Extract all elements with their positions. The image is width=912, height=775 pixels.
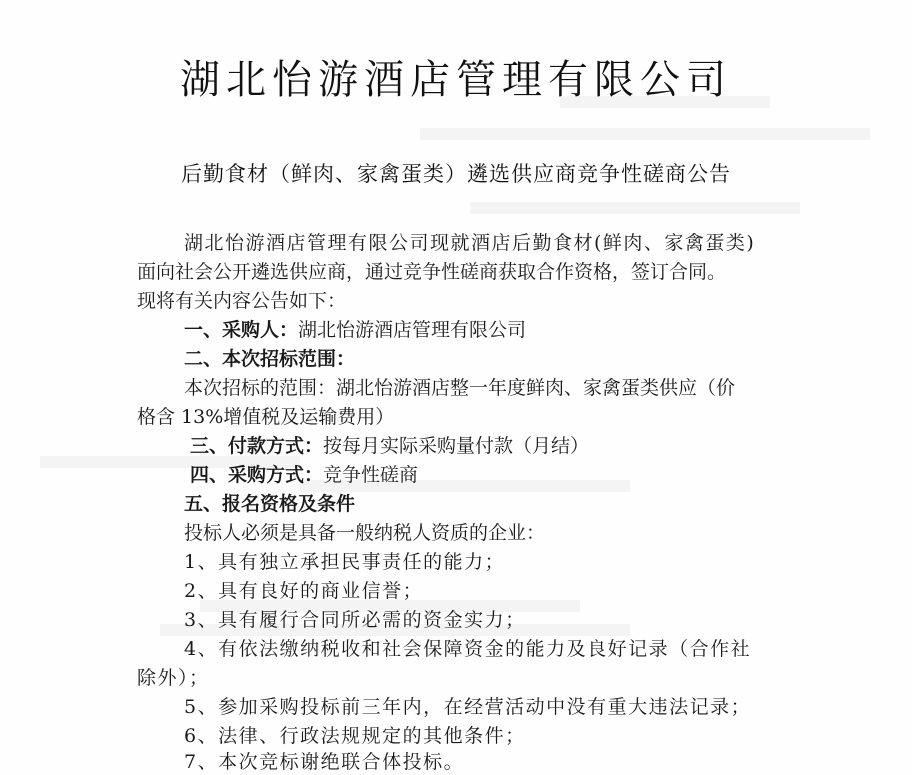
- section-heading: 四、采购方式：: [190, 464, 324, 486]
- purchaser-value: 湖北怡游酒店管理有限公司: [298, 319, 527, 341]
- bleed-through-mark: [420, 128, 870, 140]
- scope-line: 格含 13%增值税及运输费用）: [137, 406, 395, 428]
- company-title: 湖北怡游酒店管理有限公司: [180, 57, 732, 103]
- scope-line: 本次招标的范围：湖北怡游酒店整一年度鲜肉、家禽蛋类供应（价: [184, 377, 736, 399]
- section-heading: 五、报名资格及条件: [184, 493, 356, 515]
- requirement-item: 1、具有独立承担民事责任的能力；: [184, 551, 506, 573]
- section-heading: 二、本次招标范围：: [184, 348, 356, 370]
- section-heading: 一、采购人：: [184, 319, 299, 341]
- requirement-item: 3、具有履行合同所必需的资金实力；: [184, 609, 526, 631]
- intro-line: 湖北怡游酒店管理有限公司现就酒店后勤食材(鲜肉、家禽蛋类): [184, 232, 756, 254]
- requirement-item: 除外）；: [137, 667, 210, 689]
- section-payment: [190, 434, 589, 458]
- requirement-item: 7、本次竞标谢绝联合体投标。: [184, 751, 465, 773]
- section-purchaser: [184, 318, 526, 342]
- requirement-item: 6、法律、行政法规规定的其他条件；: [184, 725, 526, 747]
- qualification-intro: 投标人必须是具备一般纳税人资质的企业：: [184, 522, 546, 544]
- requirement-item: 4、有依法缴纳税收和社会保障资金的能力及良好记录（合作社: [184, 638, 752, 660]
- payment-value: 按每月实际采购量付款（月结）: [323, 435, 590, 457]
- requirement-item: 5、参加采购投标前三年内，在经营活动中没有重大违法记录；: [184, 696, 752, 718]
- method-value: 竞争性磋商: [323, 464, 419, 486]
- bleed-through-mark: [470, 202, 800, 214]
- announcement-subtitle: 后勤食材（鲜肉、家禽蛋类）遴选供应商竞争性磋商公告: [181, 162, 731, 186]
- section-heading: 三、付款方式：: [190, 435, 324, 457]
- intro-line: 面向社会公开遴选供应商，通过竞争性磋商获取合作资格，签订合同。: [137, 261, 727, 283]
- requirement-item: 2、具有良好的商业信誉；: [184, 580, 424, 602]
- section-method: [190, 463, 418, 487]
- intro-line: 现将有关内容公告如下：: [137, 290, 347, 312]
